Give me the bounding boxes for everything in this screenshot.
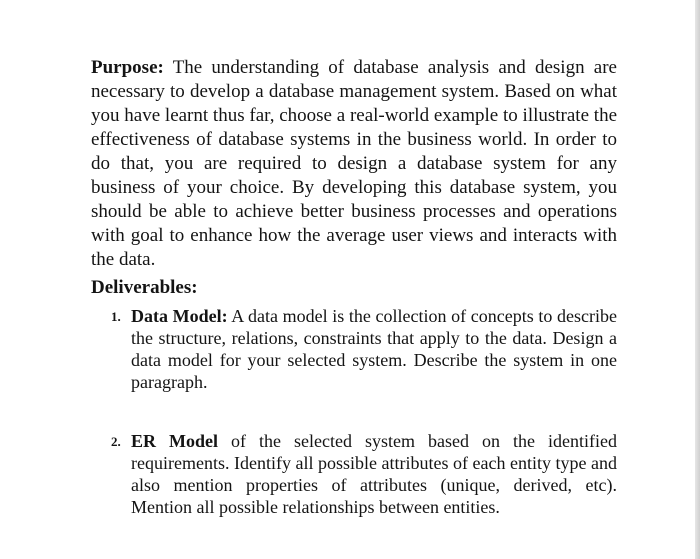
deliverable-text: A data model is the collection of concepts to describe the structure, relations, constraints that apply to the data. Design a data model for your selected system. Describe the system in one paragraph. bbox=[131, 306, 618, 392]
deliverable-title: ER Model bbox=[131, 431, 219, 451]
deliverable-title: Data Model: bbox=[131, 306, 228, 326]
deliverable-text: of the selected system based on the identified requirements. Identify all possible attributes of each entity type and also mention properties of attributes (unique, derived, etc). Mention all possible relationships between entities. bbox=[131, 431, 617, 517]
page-edge-shadow bbox=[695, 0, 700, 559]
deliverable-number: 2. bbox=[111, 434, 121, 449]
purpose-text: The understanding of database analysis and design are necessary to develop a database management system. Based on what you have learnt thus far, choose a real-world example to illustrate the effectiveness of database systems in the business world. In order to do that, you are required to design a database system for any business of your choice. By developing this database system, you should be able to achieve better business processes and operations with goal to enhance how the average user views and interacts with the data. bbox=[91, 57, 617, 270]
deliverable-item bbox=[111, 430, 617, 518]
deliverable-number: 1. bbox=[111, 309, 121, 324]
purpose-label: Purpose: bbox=[91, 57, 164, 78]
deliverables-heading: Deliverables: bbox=[91, 277, 198, 298]
deliverable-item bbox=[111, 305, 618, 393]
purpose-paragraph bbox=[91, 56, 617, 272]
document-content bbox=[91, 56, 617, 518]
